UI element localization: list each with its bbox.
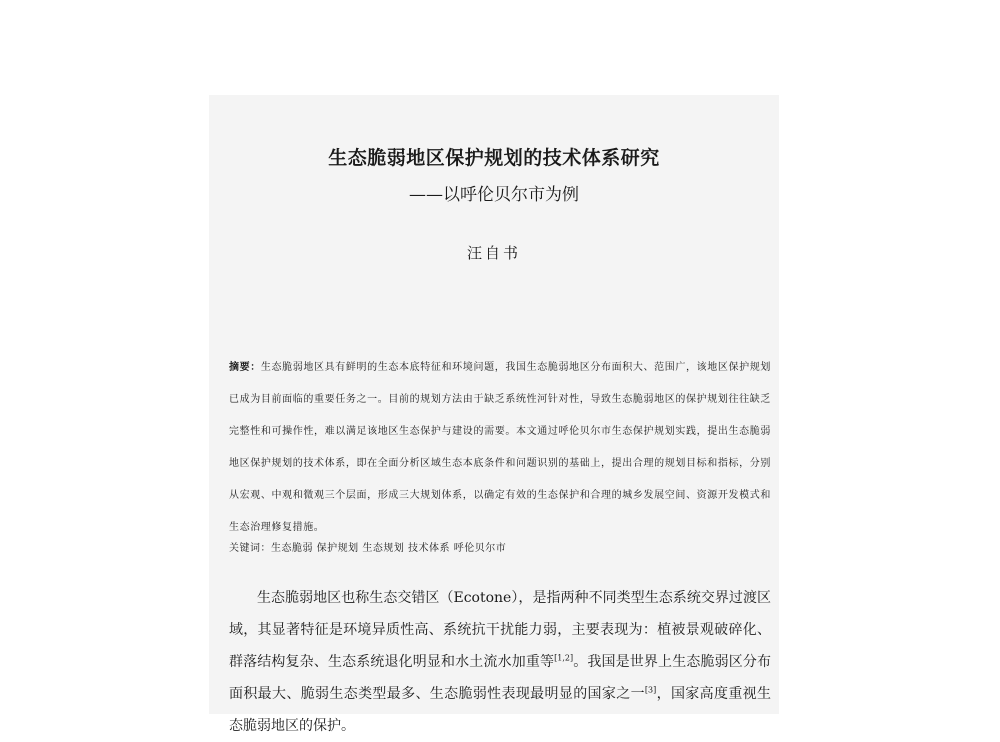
abstract-text: 生态脆弱地区具有鲜明的生态本底特征和环境问题，我国生态脆弱地区分布面积大、范围广，该地区保护规划已成为目前面临的重要任务之一。目前的规划方法由于缺乏系统性河针对性，导致生态脆弱地区的保护规划往往缺乏完整性和可操作性，难以满足该地区生态保护与建设的需要。本文通过呼伦贝尔市生态保护规划实践，提出生态脆弱地区保护规划的技术体系，即在全面分析区域生态本底条件和问题识别的基础上，提出合理的规划目标和指标，分别从宏观、中观和微观三个层面，形成三大规划体系，以确定有效的生态保护和合理的城乡发展空间、资源开发模式和生态治理修复措施。	[229, 362, 771, 533]
abstract-paragraph	[229, 352, 771, 544]
abstract-label: 摘要：	[229, 362, 261, 373]
citation-3: [3]	[644, 685, 657, 695]
keywords-line	[229, 539, 771, 554]
citation-1-2: [1,2]	[554, 653, 574, 663]
author-name: 汪自书	[466, 244, 521, 262]
paper-title: 生态脆弱地区保护规划的技术体系研究	[328, 147, 660, 169]
body-text-segment-1: 生态脆弱地区也称生态交错区（Ecotone），是指两种不同类型生态系统交界过渡区域，其显著特征是环境异质性高、系统抗干扰能力弱，主要表现为：植被景观破碎化、群落结构复杂、生态系统退化明显和水土流水加重等	[229, 590, 771, 670]
keywords-text: 生态脆弱 保护规划 生态规划 技术体系 呼伦贝尔市	[271, 543, 507, 554]
keywords-label: 关键词：	[229, 543, 271, 554]
body-paragraph	[229, 582, 771, 742]
body-text-segment-3: ，国家高度重视生态脆弱地区的保护。	[229, 686, 772, 734]
paper-subtitle: ——以呼伦贝尔市为例	[409, 185, 579, 205]
document-page	[209, 95, 779, 734]
body-text-segment-2: 。我国是世界上生态脆弱区分布面积最大、脆弱生态类型最多、生态脆弱性表现最明显的国家之一	[229, 654, 772, 702]
